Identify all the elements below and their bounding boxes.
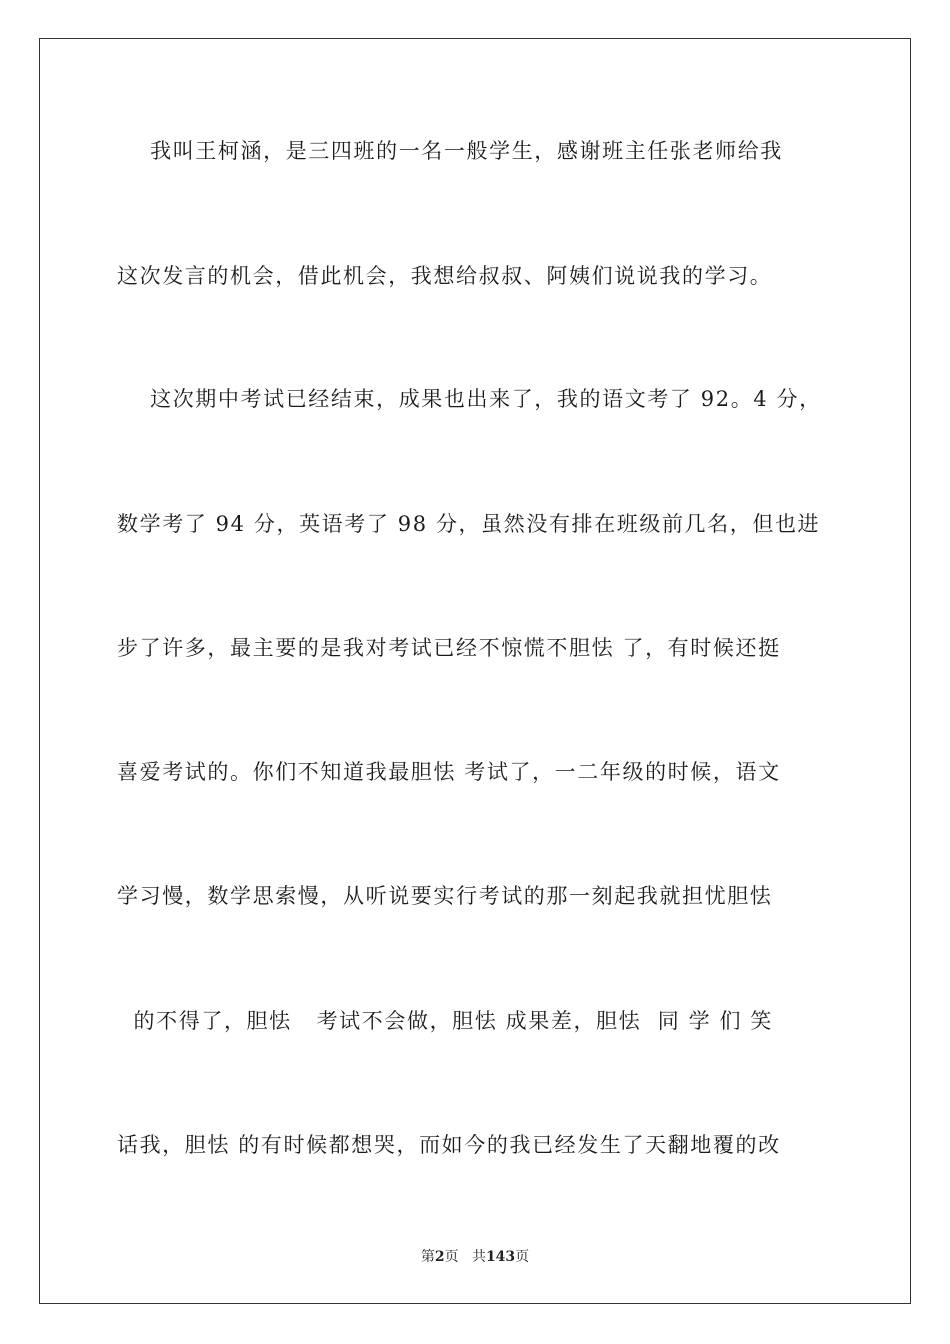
body-text-line: 喜爱考试的。你们不知道我最胆怯 考试了，一二年级的时候，语文	[117, 760, 781, 784]
footer-total-suffix: 页	[515, 1249, 530, 1265]
body-text-line: 这次发言的机会，借此机会，我想给叔叔、阿姨们说说我的学习。	[117, 264, 773, 288]
footer-total-prefix: 共	[471, 1249, 486, 1265]
body-text-line: 数学考了 94 分，英语考了 98 分，虽然没有排在班级前几名，但也进	[117, 512, 821, 536]
body-text-line: 这次期中考试已经结束，成果也出来了，我的语文考了 92。4 分，	[117, 387, 822, 411]
footer-page-suffix: 页	[444, 1249, 459, 1265]
footer-page-number: 2	[434, 1249, 445, 1265]
footer-page-prefix: 第	[420, 1249, 435, 1265]
footer-total-pages: 143	[485, 1249, 516, 1265]
body-text-line: 我叫王柯涵，是三四班的一名一般学生，感谢班主任张老师给我	[117, 139, 783, 163]
body-text-line: 话我，胆怯 的有时候都想哭，而如今的我已经发生了天翻地覆的改	[117, 1133, 781, 1157]
page-footer	[0, 1248, 950, 1266]
page-border	[39, 38, 911, 1304]
body-text-line: 的不得了，胆怯 考试不会做，胆怯 成果差，胆怯 同 学 们 笑	[117, 1009, 774, 1033]
body-text-line: 步了许多，最主要的是我对考试已经不惊慌不胆怯 了，有时候还挺	[117, 636, 781, 660]
body-text-line: 学习慢，数学思索慢，从听说要实行考试的那一刻起我就担忧胆怯	[117, 884, 773, 908]
